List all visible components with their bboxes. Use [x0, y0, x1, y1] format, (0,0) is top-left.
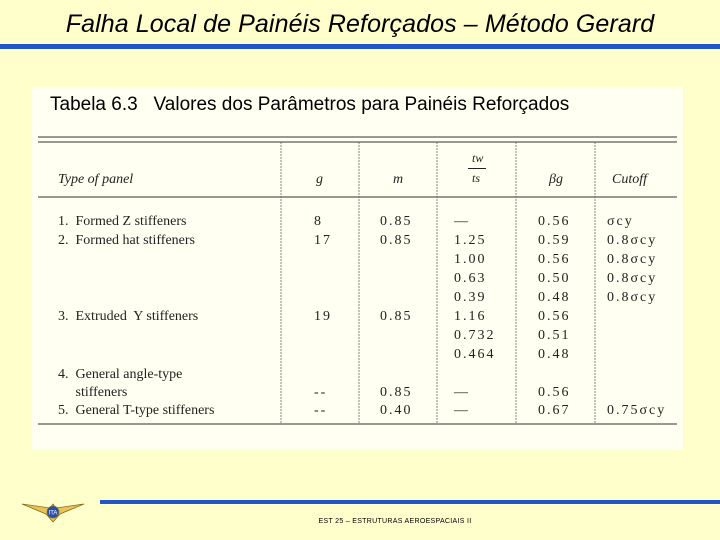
cell-ratio: 0.464	[454, 347, 496, 362]
cell-label: 5. General T-type stiffeners	[58, 403, 215, 418]
cell-beta: 0.67	[538, 403, 571, 418]
header-type-of-panel: Type of panel	[58, 172, 134, 187]
cell-g: --	[314, 385, 328, 400]
cell-label: 3. Extruded Y stiffeners	[58, 309, 199, 324]
cell-ratio: —	[454, 385, 470, 400]
fraction-bar	[468, 168, 486, 169]
cell-g: 19	[314, 309, 332, 324]
header-m: m	[393, 172, 404, 187]
cell-ratio: —	[454, 214, 470, 229]
parameters-table-image	[32, 87, 683, 450]
header-cutoff: Cutoff	[612, 172, 648, 187]
header-ratio-denominator: ts	[472, 171, 481, 185]
cell-cutoff: 0.8σcy	[607, 233, 658, 248]
slide-title: Falha Local de Painéis Reforçados – Método Gerard	[65, 10, 655, 38]
cell-ratio: 1.25	[454, 233, 487, 248]
cell-m: 0.85	[380, 385, 413, 400]
cell-m: 0.40	[380, 403, 413, 418]
header-beta-g: βg	[549, 172, 563, 187]
header-g: g	[316, 172, 323, 187]
cell-g: --	[314, 403, 328, 418]
cell-ratio: 1.16	[454, 309, 487, 324]
cell-g: 8	[314, 214, 323, 229]
footer-divider	[100, 500, 720, 504]
footer-text: EST 25 – ESTRUTURAS AEROESPACIAIS II	[318, 518, 472, 525]
cell-cutoff: 0.8σcy	[607, 290, 658, 305]
cell-beta: 0.56	[538, 214, 571, 229]
title-divider	[0, 44, 720, 49]
cell-beta: 0.59	[538, 233, 571, 248]
cell-g: 17	[314, 233, 332, 248]
cell-cutoff: 0.75σcy	[607, 403, 667, 418]
cell-m: 0.85	[380, 309, 413, 324]
cell-ratio: 0.63	[454, 271, 487, 286]
cell-label: 2. Formed hat stiffeners	[58, 233, 195, 248]
cell-beta: 0.56	[538, 252, 571, 267]
cell-beta: 0.50	[538, 271, 571, 286]
cell-ratio: 0.39	[454, 290, 487, 305]
cell-ratio: 0.732	[454, 328, 496, 343]
cell-beta: 0.56	[538, 309, 571, 324]
cell-label: 4. General angle-type	[58, 367, 183, 382]
cell-beta: 0.51	[538, 328, 571, 343]
table-grid	[32, 87, 683, 450]
cell-label: 1. Formed Z stiffeners	[58, 214, 187, 229]
table-caption: Tabela 6.3 Valores dos Parâmetros para Painéis Reforçados	[50, 94, 570, 115]
cell-cutoff: σcy	[607, 214, 634, 229]
cell-beta: 0.56	[538, 385, 571, 400]
logo-text: ITA	[48, 510, 58, 517]
cell-cutoff: 0.8σcy	[607, 252, 658, 267]
cell-m: 0.85	[380, 233, 413, 248]
cell-beta: 0.48	[538, 347, 571, 362]
cell-ratio: —	[454, 403, 470, 418]
cell-beta: 0.48	[538, 290, 571, 305]
cell-ratio: 1.00	[454, 252, 487, 267]
cell-cutoff: 0.8σcy	[607, 271, 658, 286]
cell-m: 0.85	[380, 214, 413, 229]
header-ratio-numerator: tw	[472, 151, 484, 165]
cell-label: stiffeners	[58, 385, 128, 400]
